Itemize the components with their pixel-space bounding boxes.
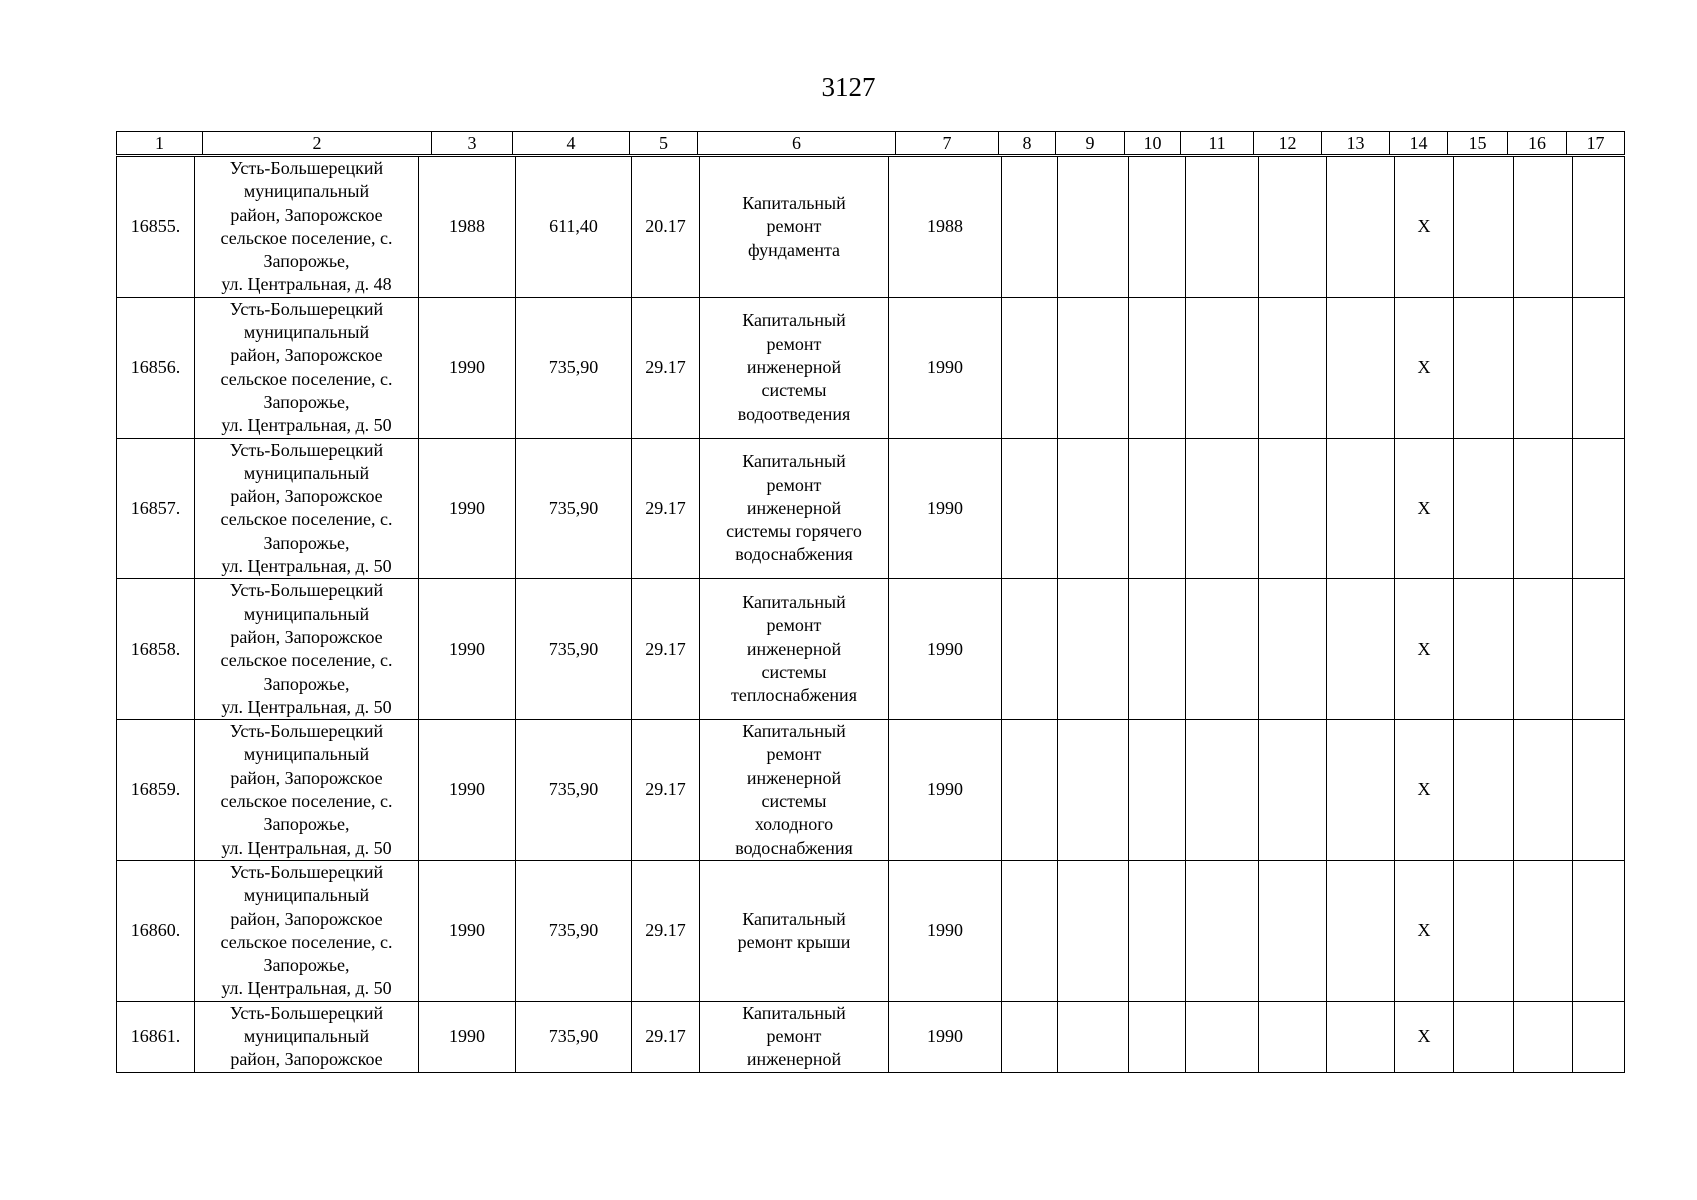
- row-col-15: [1454, 579, 1514, 720]
- row-area: 735,90: [516, 579, 632, 720]
- row-work-type: Капитальный ремонт инженерной системы теплоснабжения: [700, 579, 889, 720]
- row-area: 735,90: [516, 720, 632, 861]
- row-col-10: [1129, 720, 1186, 861]
- row-work-type: Капитальный ремонт инженерной системы горячего водоснабжения: [700, 438, 889, 579]
- row-col-8: [1002, 438, 1058, 579]
- row-col-9: [1058, 438, 1129, 579]
- row-address: Усть-Большерецкий муниципальный район, Запорожское: [195, 1001, 419, 1072]
- table-body: [116, 156, 1625, 1073]
- row-mark-14: X: [1395, 860, 1454, 1001]
- table-row: [117, 297, 1625, 438]
- row-number: 16861.: [117, 1001, 195, 1072]
- row-mark-14: X: [1395, 157, 1454, 298]
- row-col-15: [1454, 1001, 1514, 1072]
- row-col-17: [1573, 438, 1625, 579]
- row-address: Усть-Большерецкий муниципальный район, Запорожское сельское поселение, с. Запорожье, ул. Центральная, д. 50: [195, 579, 419, 720]
- row-col-15: [1454, 157, 1514, 298]
- row-year-built: 1990: [419, 438, 516, 579]
- row-col-9: [1058, 860, 1129, 1001]
- row-col-11: [1186, 579, 1259, 720]
- row-col-12: [1259, 720, 1327, 861]
- row-code: 29.17: [632, 860, 700, 1001]
- row-code: 29.17: [632, 438, 700, 579]
- row-col-8: [1002, 157, 1058, 298]
- row-year-last: 1990: [889, 579, 1002, 720]
- row-col-8: [1002, 860, 1058, 1001]
- header-col-15: 15: [1448, 132, 1508, 155]
- row-col-11: [1186, 297, 1259, 438]
- header-col-10: 10: [1125, 132, 1181, 155]
- row-address: Усть-Большерецкий муниципальный район, Запорожское сельское поселение, с. Запорожье, ул. Центральная, д. 50: [195, 438, 419, 579]
- row-col-15: [1454, 720, 1514, 861]
- row-col-13: [1327, 860, 1395, 1001]
- row-number: 16859.: [117, 720, 195, 861]
- row-code: 29.17: [632, 1001, 700, 1072]
- row-work-type: Капитальный ремонт инженерной системы холодного водоснабжения: [700, 720, 889, 861]
- table-row: [117, 860, 1625, 1001]
- row-col-12: [1259, 157, 1327, 298]
- row-number: 16855.: [117, 157, 195, 298]
- row-code: 29.17: [632, 297, 700, 438]
- row-year-last: 1990: [889, 297, 1002, 438]
- header-col-7: 7: [896, 132, 999, 155]
- row-col-13: [1327, 438, 1395, 579]
- row-number: 16856.: [117, 297, 195, 438]
- row-col-17: [1573, 297, 1625, 438]
- row-col-12: [1259, 438, 1327, 579]
- header-row: [117, 132, 1625, 155]
- row-col-16: [1514, 579, 1573, 720]
- row-col-16: [1514, 860, 1573, 1001]
- table-row: [117, 1001, 1625, 1072]
- registry-table: [116, 131, 1624, 1073]
- header-col-5: 5: [630, 132, 698, 155]
- row-area: 735,90: [516, 297, 632, 438]
- row-year-last: 1990: [889, 438, 1002, 579]
- row-area: 735,90: [516, 860, 632, 1001]
- header-col-14: 14: [1390, 132, 1448, 155]
- row-col-16: [1514, 720, 1573, 861]
- page-number: 3127: [821, 72, 876, 102]
- header-col-3: 3: [432, 132, 513, 155]
- row-mark-14: X: [1395, 720, 1454, 861]
- row-address: Усть-Большерецкий муниципальный район, Запорожское сельское поселение, с. Запорожье, ул. Центральная, д. 50: [195, 297, 419, 438]
- row-code: 29.17: [632, 720, 700, 861]
- row-col-10: [1129, 860, 1186, 1001]
- row-col-8: [1002, 720, 1058, 861]
- row-mark-14: X: [1395, 438, 1454, 579]
- row-year-built: 1990: [419, 720, 516, 861]
- row-col-13: [1327, 579, 1395, 720]
- row-col-11: [1186, 860, 1259, 1001]
- row-work-type: Капитальный ремонт фундамента: [700, 157, 889, 298]
- row-number: 16857.: [117, 438, 195, 579]
- row-col-13: [1327, 297, 1395, 438]
- header-col-9: 9: [1056, 132, 1125, 155]
- header-col-2: 2: [203, 132, 432, 155]
- row-col-13: [1327, 1001, 1395, 1072]
- row-col-16: [1514, 297, 1573, 438]
- row-year-built: 1990: [419, 1001, 516, 1072]
- row-year-last: 1990: [889, 1001, 1002, 1072]
- row-work-type: Капитальный ремонт инженерной системы водоотведения: [700, 297, 889, 438]
- row-col-15: [1454, 297, 1514, 438]
- row-work-type: Капитальный ремонт крыши: [700, 860, 889, 1001]
- row-col-12: [1259, 1001, 1327, 1072]
- table-row: [117, 157, 1625, 298]
- row-col-8: [1002, 297, 1058, 438]
- row-col-17: [1573, 1001, 1625, 1072]
- header-col-1: 1: [117, 132, 203, 155]
- row-address: Усть-Большерецкий муниципальный район, Запорожское сельское поселение, с. Запорожье, ул. Центральная, д. 50: [195, 720, 419, 861]
- row-col-10: [1129, 157, 1186, 298]
- row-year-built: 1988: [419, 157, 516, 298]
- table-row: [117, 579, 1625, 720]
- row-col-16: [1514, 438, 1573, 579]
- row-col-17: [1573, 157, 1625, 298]
- row-col-10: [1129, 1001, 1186, 1072]
- row-year-built: 1990: [419, 579, 516, 720]
- table-row: [117, 720, 1625, 861]
- row-number: 16858.: [117, 579, 195, 720]
- row-year-built: 1990: [419, 860, 516, 1001]
- header-col-6: 6: [698, 132, 896, 155]
- header-col-12: 12: [1254, 132, 1322, 155]
- row-col-11: [1186, 438, 1259, 579]
- row-col-10: [1129, 297, 1186, 438]
- row-area: 735,90: [516, 438, 632, 579]
- row-col-11: [1186, 1001, 1259, 1072]
- row-address: Усть-Большерецкий муниципальный район, Запорожское сельское поселение, с. Запорожье, ул. Центральная, д. 50: [195, 860, 419, 1001]
- row-code: 20.17: [632, 157, 700, 298]
- row-col-8: [1002, 579, 1058, 720]
- header-col-11: 11: [1181, 132, 1254, 155]
- row-col-15: [1454, 438, 1514, 579]
- row-mark-14: X: [1395, 297, 1454, 438]
- row-area: 735,90: [516, 1001, 632, 1072]
- header-col-17: 17: [1567, 132, 1625, 155]
- row-col-9: [1058, 157, 1129, 298]
- row-col-9: [1058, 297, 1129, 438]
- row-col-13: [1327, 720, 1395, 861]
- row-col-12: [1259, 860, 1327, 1001]
- row-year-last: 1990: [889, 860, 1002, 1001]
- row-col-8: [1002, 1001, 1058, 1072]
- row-col-17: [1573, 860, 1625, 1001]
- row-col-9: [1058, 1001, 1129, 1072]
- row-col-13: [1327, 157, 1395, 298]
- header-col-13: 13: [1322, 132, 1390, 155]
- row-address: Усть-Большерецкий муниципальный район, Запорожское сельское поселение, с. Запорожье, ул. Центральная, д. 48: [195, 157, 419, 298]
- row-col-17: [1573, 720, 1625, 861]
- row-col-11: [1186, 720, 1259, 861]
- row-col-10: [1129, 438, 1186, 579]
- row-year-built: 1990: [419, 297, 516, 438]
- table-row: [117, 438, 1625, 579]
- row-code: 29.17: [632, 579, 700, 720]
- header-col-4: 4: [513, 132, 630, 155]
- row-col-16: [1514, 1001, 1573, 1072]
- row-year-last: 1990: [889, 720, 1002, 861]
- row-mark-14: X: [1395, 579, 1454, 720]
- row-col-17: [1573, 579, 1625, 720]
- row-work-type: Капитальный ремонт инженерной: [700, 1001, 889, 1072]
- header-col-16: 16: [1508, 132, 1567, 155]
- table-header: [116, 131, 1625, 155]
- row-col-12: [1259, 297, 1327, 438]
- header-col-8: 8: [999, 132, 1056, 155]
- row-year-last: 1988: [889, 157, 1002, 298]
- row-col-10: [1129, 579, 1186, 720]
- row-col-11: [1186, 157, 1259, 298]
- row-col-9: [1058, 579, 1129, 720]
- row-number: 16860.: [117, 860, 195, 1001]
- row-col-12: [1259, 579, 1327, 720]
- row-area: 611,40: [516, 157, 632, 298]
- row-col-15: [1454, 860, 1514, 1001]
- row-col-16: [1514, 157, 1573, 298]
- row-col-9: [1058, 720, 1129, 861]
- row-mark-14: X: [1395, 1001, 1454, 1072]
